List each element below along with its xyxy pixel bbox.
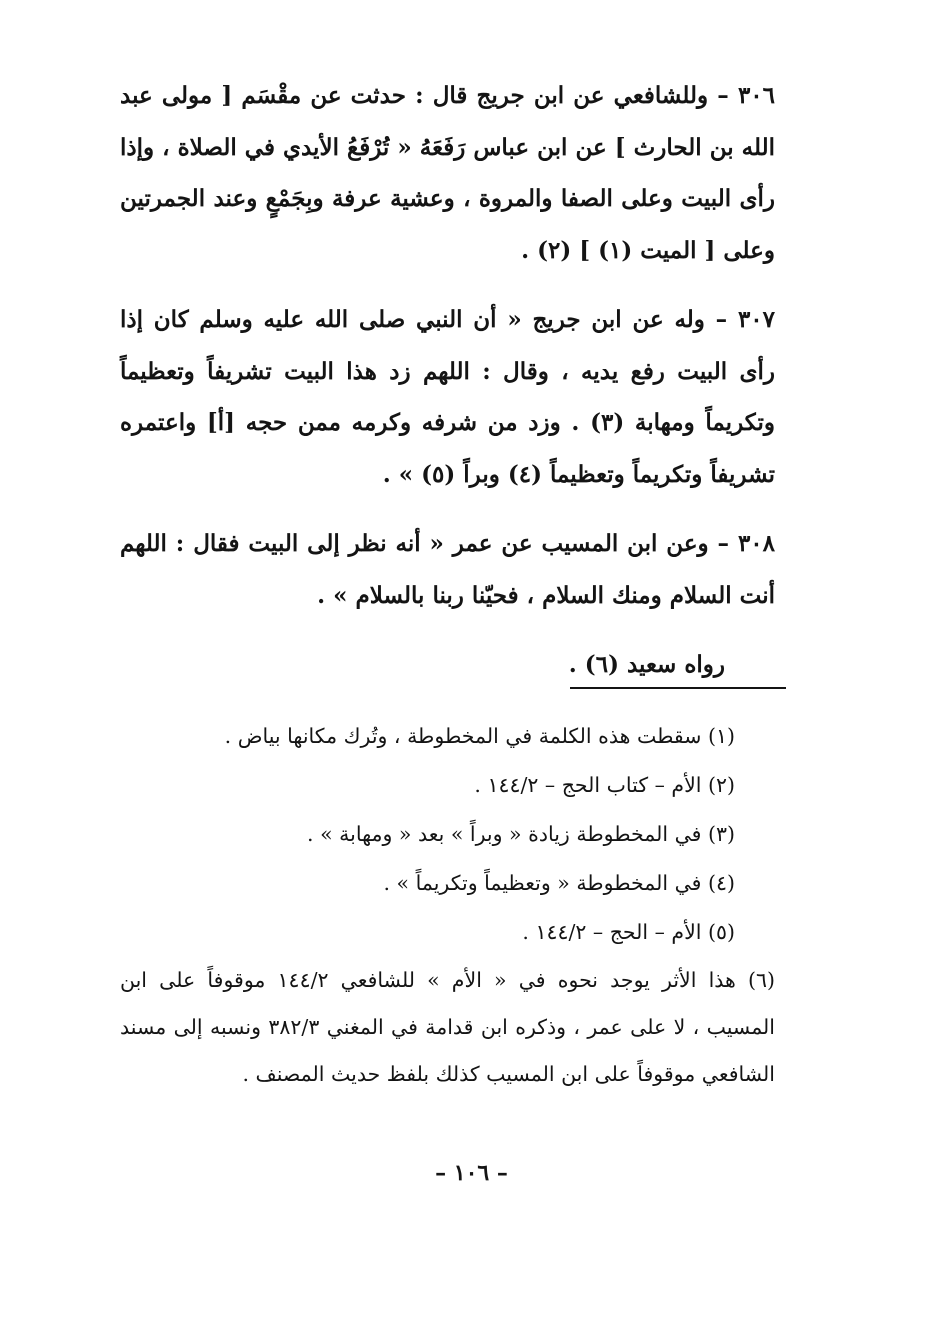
paragraph-307: ٣٠٧ – وله عن ابن جريج « أن النبي صلى الله عليه وسلم كان إذا رأى البيت رفع يديه ، وقال : اللهم زد هذا البيت تشريفاً وتعظيماً وتكريماً ومهابة (٣) . وزد من شرفه وكرمه ممن حجه [أ] واعتمره تشريفاً وتكريماً وتعظيماً (٤) وبراً (٥) » . xyxy=(120,306,775,488)
paragraph-306: ٣٠٦ – وللشافعي عن ابن جريج قال : حدثت عن مقْسَم [ مولى عبد الله بن الحارث ] عن ابن عباس رَفَعَهُ « تُرْفَعُ الأيدي في الصلاة ، وإذا رأى البيت وعلى الصفا والمروة ، وعشية عرفة وبِجَمْعٍ وعند الجمرتين وعلى [ الميت (١) ] (٢) . xyxy=(120,82,775,264)
page-number: – ١٠٦ – xyxy=(435,1160,508,1186)
footnote-6: (٦) هذا الأثر يوجد نحوه في « الأم » للشافعي ١٤٤/٢ موقوفاً على ابن المسيب ، لا على عمر ، وذكره ابن قدامة في المغني ٣٨٢/٣ ونسبه إلى مسند الشافعي موقوفاً على ابن المسيب كذلك بلفظ حديث المصنف . xyxy=(120,968,775,1086)
footnote-2: (٢) الأم – كتاب الحج – ١٤٤/٢ . xyxy=(474,773,735,797)
paragraph-308: ٣٠٨ – وعن ابن المسيب عن عمر « أنه نظر إلى البيت فقال : اللهم أنت السلام ومنك السلام ، فحيّنا ربنا بالسلام » . xyxy=(120,530,775,609)
footnotes xyxy=(120,712,775,1098)
footnote-3: (٣) في المخطوطة زيادة « وبراً » بعد « ومهابة » . xyxy=(307,822,735,846)
footnote-4: (٤) في المخطوطة « وتعظيماً وتكريماً » . xyxy=(383,871,735,895)
main-text xyxy=(120,70,775,691)
footnote-separator xyxy=(570,687,786,689)
attribution: رواه سعيد (٦) . xyxy=(568,651,725,678)
footnote-1: (١) سقطت هذه الكلمة في المخطوطة ، وتُرك مكانها بياض . xyxy=(224,724,735,748)
footnote-5: (٥) الأم – الحج – ١٤٤/٢ . xyxy=(522,920,735,944)
